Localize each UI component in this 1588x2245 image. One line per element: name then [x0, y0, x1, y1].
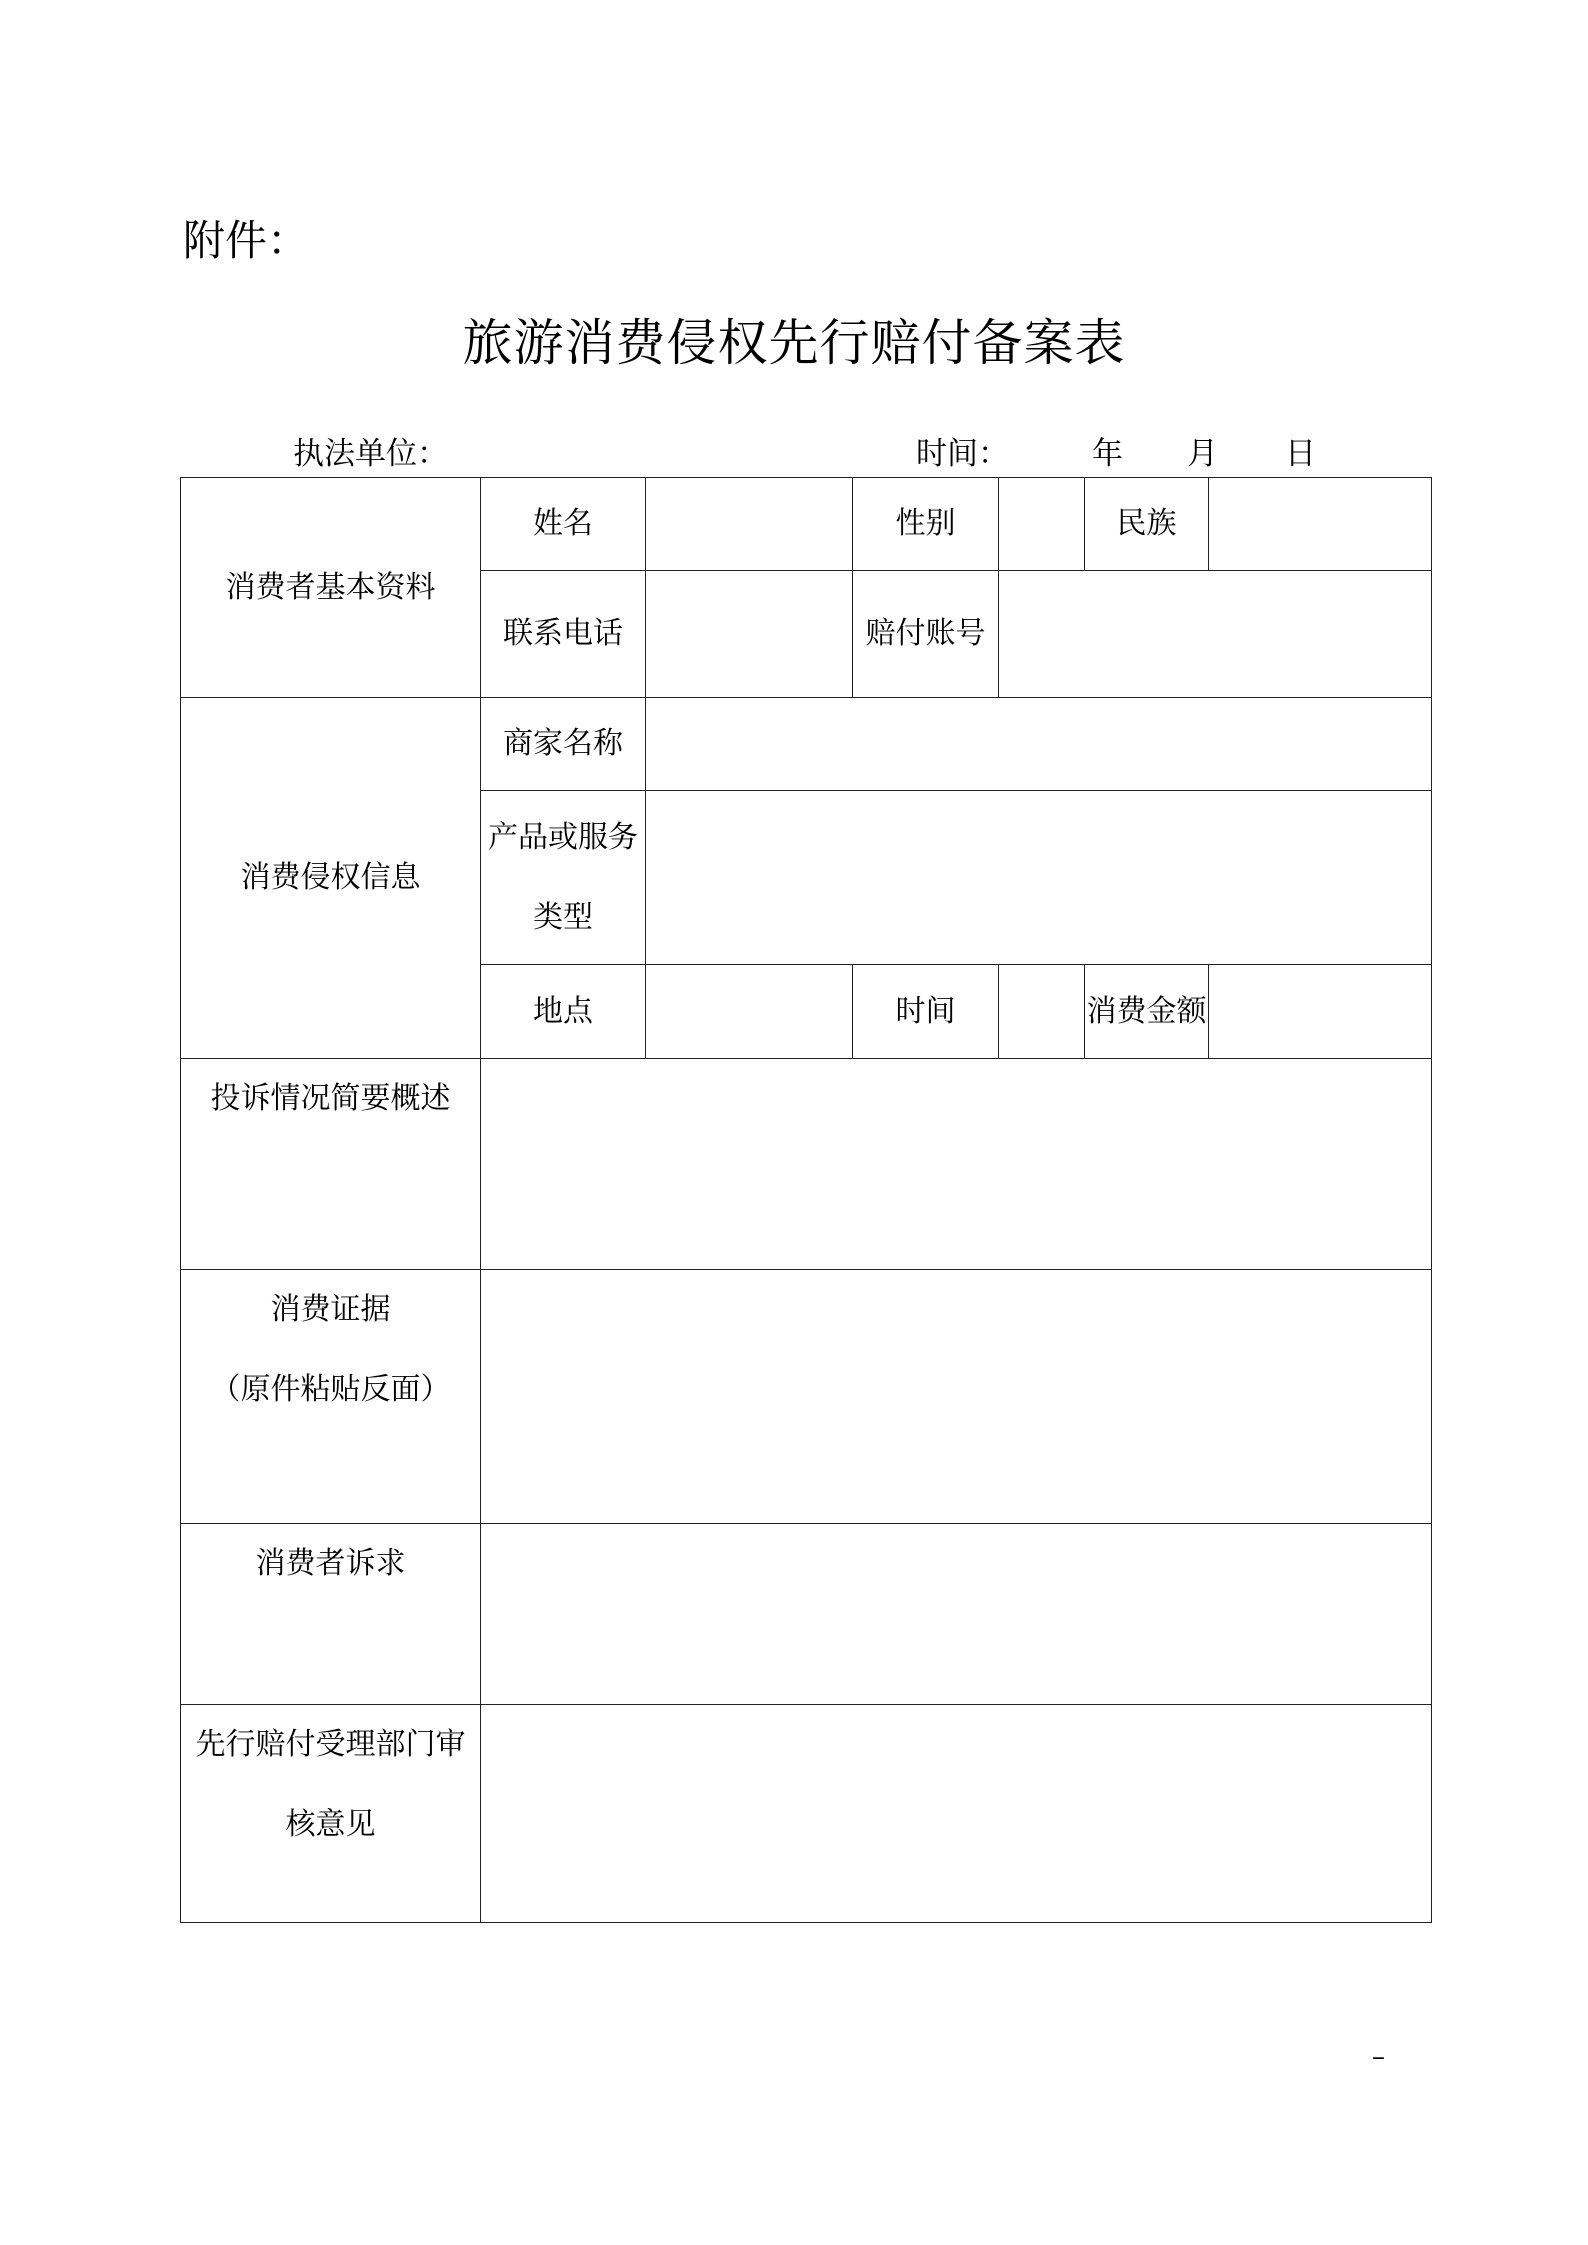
evidence-field[interactable] [481, 1270, 1432, 1524]
time-field[interactable] [999, 965, 1085, 1059]
account-field[interactable] [999, 571, 1432, 698]
complaint-summary-field[interactable] [481, 1059, 1432, 1270]
time-label: 时间 [853, 965, 999, 1059]
year-label: 年 [1092, 436, 1123, 472]
consumer-demand-label: 消费者诉求 [181, 1524, 481, 1705]
ethnicity-label: 民族 [1085, 478, 1209, 571]
review-opinion-label [181, 1705, 481, 1923]
page-number-mark: – [1372, 2042, 1385, 2072]
date-time-label: 时间： [916, 436, 1009, 472]
review-opinion-field[interactable] [481, 1705, 1432, 1923]
phone-label: 联系电话 [481, 571, 646, 698]
day-label: 日 [1285, 436, 1316, 472]
review-opinion-label-line2: 核意见 [285, 1807, 376, 1842]
review-opinion-label-line1: 先行赔付受理部门审 [195, 1727, 466, 1762]
attachment-label: 附件： [183, 216, 310, 265]
evidence-label [181, 1270, 481, 1524]
product-type-label [481, 791, 646, 965]
evidence-label-line1: 消费证据 [270, 1292, 391, 1327]
infringement-info-section-label: 消费侵权信息 [181, 698, 481, 1059]
complaint-summary-label: 投诉情况简要概述 [181, 1059, 481, 1270]
location-field[interactable] [646, 965, 853, 1059]
account-label: 赔付账号 [853, 571, 999, 698]
product-type-field[interactable] [646, 791, 1432, 965]
ethnicity-field[interactable] [1209, 478, 1432, 571]
month-label: 月 [1187, 436, 1218, 472]
product-type-label-line1: 产品或服务 [488, 819, 638, 855]
gender-field[interactable] [999, 478, 1085, 571]
product-type-label-line2: 类型 [533, 899, 593, 935]
filing-form-table [180, 477, 1432, 1923]
consumer-info-section-label: 消费者基本资料 [181, 478, 481, 698]
merchant-name-label: 商家名称 [481, 698, 646, 791]
form-title: 旅游消费侵权先行赔付备案表 [462, 314, 1126, 372]
location-label: 地点 [481, 965, 646, 1059]
merchant-name-field[interactable] [646, 698, 1432, 791]
gender-label: 性别 [853, 478, 999, 571]
name-label: 姓名 [481, 478, 646, 571]
phone-field[interactable] [646, 571, 853, 698]
evidence-label-line2: （原件粘贴反面） [210, 1372, 451, 1407]
consumer-demand-field[interactable] [481, 1524, 1432, 1705]
amount-label: 消费金额 [1085, 965, 1209, 1059]
amount-field[interactable] [1209, 965, 1432, 1059]
name-field[interactable] [646, 478, 853, 571]
enforcement-unit-label: 执法单位： [293, 436, 448, 472]
